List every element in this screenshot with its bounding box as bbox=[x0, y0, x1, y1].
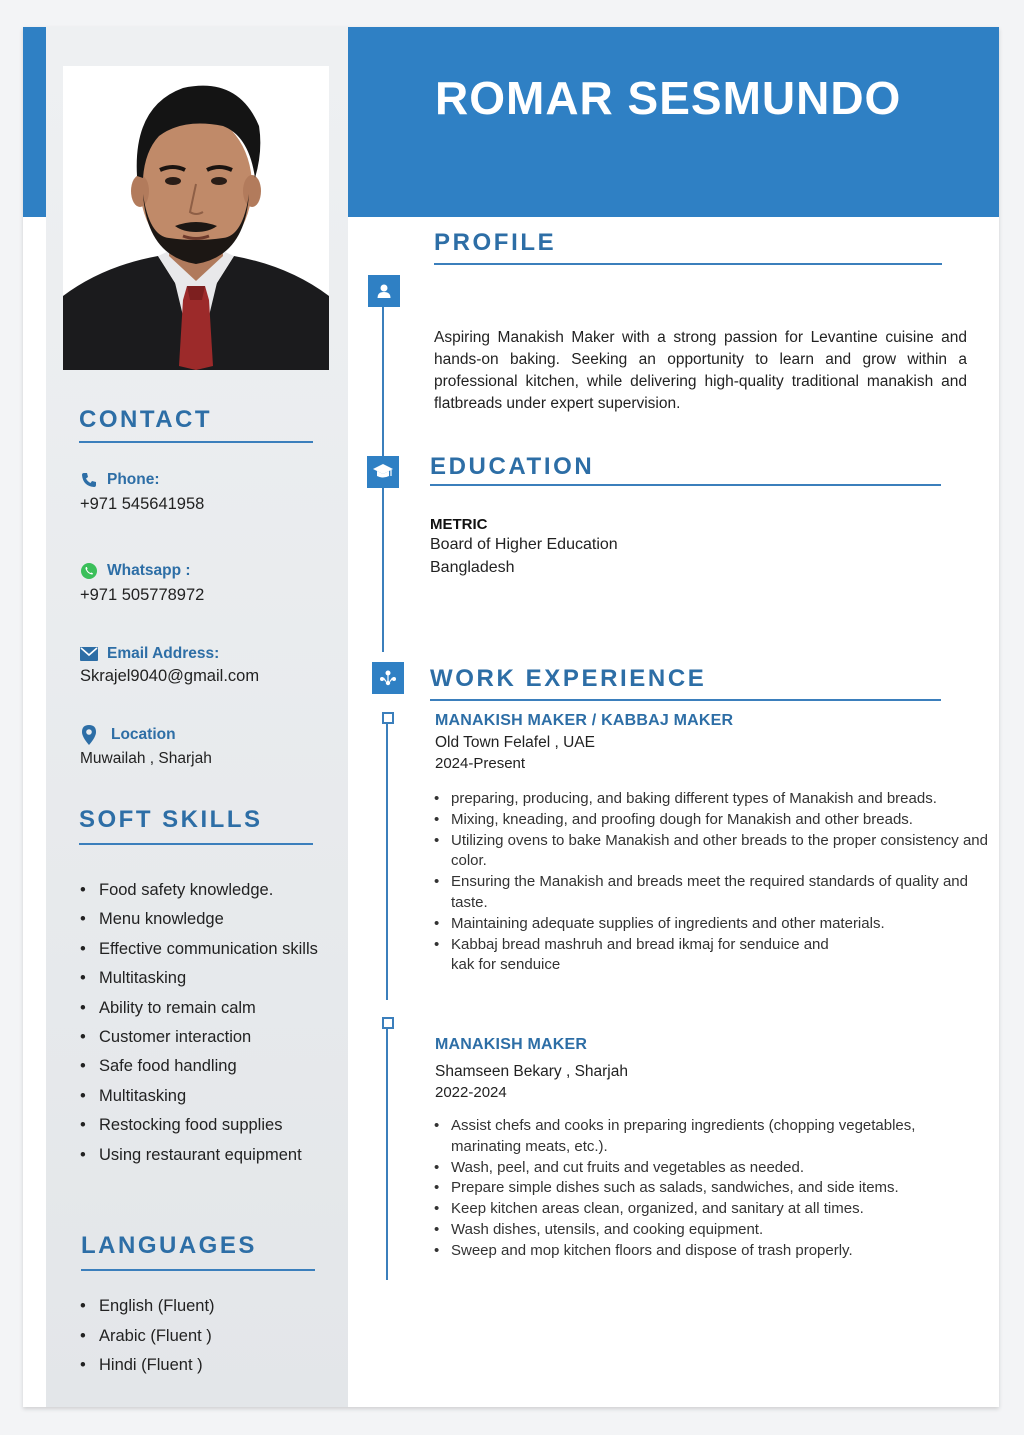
list-item: • Using restaurant equipment bbox=[80, 1146, 318, 1175]
briefcase-icon bbox=[378, 669, 398, 687]
list-item: • Menu knowledge bbox=[80, 910, 318, 939]
list-item: • Arabic (Fluent ) bbox=[80, 1327, 215, 1357]
list-item: • Restocking food supplies bbox=[80, 1116, 318, 1145]
soft-skills-heading: SOFT SKILLS bbox=[79, 806, 263, 833]
timeline-marker-job2 bbox=[382, 1017, 394, 1029]
work-heading: WORK EXPERIENCE bbox=[430, 665, 707, 692]
job2-duties bbox=[434, 1116, 954, 1262]
list-item: • preparing, producing, and baking different types of Manakish and breads. bbox=[434, 789, 994, 810]
education-country: Bangladesh bbox=[430, 559, 515, 576]
job2-title: MANAKISH MAKER bbox=[435, 1036, 588, 1053]
timeline-line-job1 bbox=[386, 720, 388, 1000]
whatsapp-icon bbox=[79, 562, 99, 580]
job2-period: 2022-2024 bbox=[435, 1084, 507, 1101]
list-item: • English (Fluent) bbox=[80, 1297, 215, 1327]
job2-company: Shamseen Bekary , Sharjah bbox=[435, 1063, 628, 1080]
languages-rule bbox=[81, 1269, 315, 1271]
job1-title: MANAKISH MAKER / KABBAJ MAKER bbox=[435, 712, 734, 729]
list-item: • Kabbaj bread mashruh and bread ikmaj for senduice and kak for senduice bbox=[434, 935, 831, 977]
phone-icon bbox=[79, 471, 99, 489]
location-label: Location bbox=[111, 726, 176, 743]
email-label-row bbox=[79, 645, 219, 663]
email-icon bbox=[79, 645, 99, 663]
list-item: • Multitasking bbox=[80, 969, 318, 998]
phone-label: Phone: bbox=[107, 471, 160, 488]
graduation-cap-icon bbox=[373, 464, 393, 480]
list-item: • Food safety knowledge. bbox=[80, 881, 318, 910]
email-label: Email Address: bbox=[107, 645, 220, 662]
profile-rule bbox=[434, 263, 942, 265]
email-value[interactable]: Skrajel9040@gmail.com bbox=[80, 667, 260, 685]
list-item: • Safe food handling bbox=[80, 1057, 318, 1086]
list-item: • Maintaining adequate supplies of ingredients and other materials. bbox=[434, 914, 994, 935]
work-icon-box bbox=[372, 662, 404, 694]
location-label-row bbox=[79, 726, 176, 744]
user-icon bbox=[376, 283, 392, 299]
candidate-name: ROMAR SESMUNDO bbox=[435, 72, 902, 124]
languages-heading: LANGUAGES bbox=[81, 1232, 257, 1259]
soft-skills-list bbox=[80, 881, 318, 1175]
job1-period: 2024-Present bbox=[435, 755, 526, 772]
education-icon-box bbox=[367, 456, 399, 488]
profile-summary: Aspiring Manakish Maker with a strong passion for Levantine cuisine and hands-on baking. Seeking an opportunity to learn and grow within a professional kitchen, while delivering high-quality traditional manakish and flatbreads under expert supervision. bbox=[434, 329, 967, 412]
list-item: • Ability to remain calm bbox=[80, 999, 318, 1028]
list-item: • Prepare simple dishes such as salads, sandwiches, and side items. bbox=[434, 1178, 954, 1199]
list-item: • Effective communication skills bbox=[80, 940, 318, 969]
header-banner bbox=[348, 27, 999, 217]
list-item: • Assist chefs and cooks in preparing ingredients (chopping vegetables, marinating meats, etc.). bbox=[434, 1116, 954, 1158]
whatsapp-label: Whatsapp : bbox=[107, 562, 191, 579]
list-item: • Keep kitchen areas clean, organized, and sanitary at all times. bbox=[434, 1199, 954, 1220]
contact-heading: CONTACT bbox=[79, 406, 213, 433]
soft-skills-rule bbox=[79, 843, 313, 845]
job1-company: Old Town Felafel , UAE bbox=[435, 734, 595, 751]
timeline-marker-job1 bbox=[382, 712, 394, 724]
list-item: • Customer interaction bbox=[80, 1028, 318, 1057]
profile-icon-box bbox=[368, 275, 400, 307]
languages-list bbox=[80, 1297, 215, 1386]
list-item: • Sweep and mop kitchen floors and dispose of trash properly. bbox=[434, 1241, 954, 1262]
list-item: • Wash, peel, and cut fruits and vegetables as needed. bbox=[434, 1158, 954, 1179]
profile-heading: PROFILE bbox=[434, 229, 557, 256]
location-icon bbox=[79, 726, 99, 744]
contact-rule bbox=[79, 441, 313, 443]
location-value: Muwailah , Sharjah bbox=[80, 750, 212, 767]
list-item: • Multitasking bbox=[80, 1087, 318, 1116]
whatsapp-value[interactable]: +971 505778972 bbox=[80, 586, 205, 604]
list-item: • Ensuring the Manakish and breads meet the required standards of quality and taste. bbox=[434, 872, 994, 914]
education-degree: METRIC bbox=[430, 516, 488, 533]
list-item: • Wash dishes, utensils, and cooking equipment. bbox=[434, 1220, 954, 1241]
education-heading: EDUCATION bbox=[430, 453, 595, 480]
list-item: • Hindi (Fluent ) bbox=[80, 1356, 215, 1386]
phone-value[interactable]: +971 545641958 bbox=[80, 495, 205, 513]
whatsapp-label-row bbox=[79, 562, 191, 580]
list-item: • Mixing, kneading, and proofing dough for Manakish and other breads. bbox=[434, 810, 994, 831]
list-item: • Utilizing ovens to bake Manakish and other breads to the proper consistency and color. bbox=[434, 831, 994, 873]
work-rule bbox=[430, 699, 941, 701]
job1-duties bbox=[434, 789, 994, 976]
left-accent-strip bbox=[23, 27, 46, 217]
profile-photo bbox=[63, 66, 329, 370]
education-rule bbox=[430, 484, 941, 486]
timeline-line-job2 bbox=[386, 1026, 388, 1280]
education-board: Board of Higher Education bbox=[430, 536, 618, 553]
phone-label-row bbox=[79, 471, 160, 489]
